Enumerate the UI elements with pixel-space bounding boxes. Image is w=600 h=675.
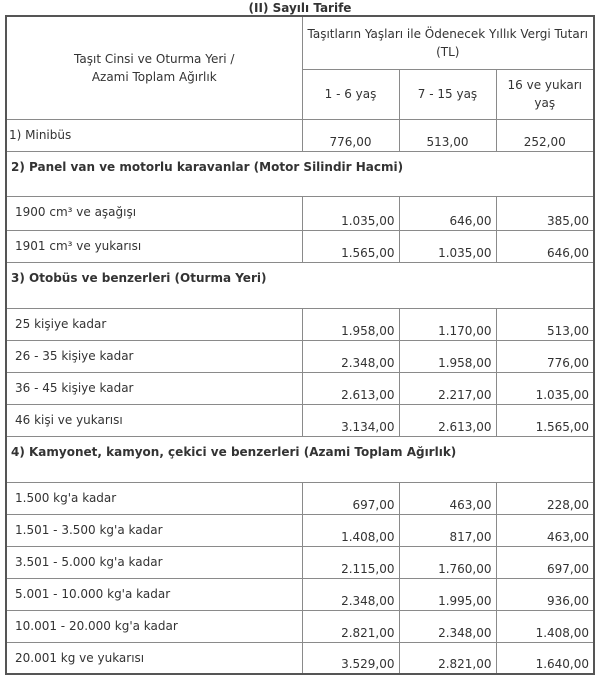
cell-value: 1.035,00: [496, 372, 594, 404]
cell-value: 646,00: [496, 230, 594, 262]
cell-value: 3.529,00: [302, 642, 399, 674]
cell-value: 3.134,00: [302, 404, 399, 436]
row-label: 1.501 - 3.500 kg'a kadar: [6, 514, 302, 546]
cell-value: 2.821,00: [302, 610, 399, 642]
section-title: 2) Panel van ve motorlu karavanlar (Motor Silindir Hacmi): [6, 151, 594, 196]
cell-value: 1.958,00: [399, 340, 496, 372]
cell-value: 1.565,00: [496, 404, 594, 436]
cell-value: 2.348,00: [302, 578, 399, 610]
cell-value: 463,00: [399, 482, 496, 514]
tax-amount-header-line1: Taşıtların Yaşları ile Ödenecek Yıllık Vergi Tutarı: [307, 26, 588, 41]
table-row: [6, 610, 594, 642]
cell-value: 1.035,00: [302, 196, 399, 230]
table-row: [6, 404, 594, 436]
vehicle-type-header-line1: Taşıt Cinsi ve Oturma Yeri /: [74, 51, 235, 66]
table-row: [6, 308, 594, 340]
row-label: 1) Minibüs: [6, 119, 302, 151]
table-row: [6, 578, 594, 610]
row-label: 5.001 - 10.000 kg'a kadar: [6, 578, 302, 610]
cell-value: 776,00: [302, 119, 399, 151]
row-label: 1.500 kg'a kadar: [6, 482, 302, 514]
cell-value: 776,00: [496, 340, 594, 372]
cell-value: 1.408,00: [302, 514, 399, 546]
cell-value: 697,00: [302, 482, 399, 514]
age-header-3: 16 ve yukarı yaş: [496, 69, 594, 119]
vehicle-type-header-line2: Azami Toplam Ağırlık: [91, 69, 217, 84]
tax-amount-header-line2: (TL): [436, 44, 460, 59]
cell-value: 385,00: [496, 196, 594, 230]
section-title: 3) Otobüs ve benzerleri (Oturma Yeri): [6, 262, 594, 308]
page-title: (II) Sayılı Tarife: [248, 1, 352, 15]
cell-value: 2.115,00: [302, 546, 399, 578]
cell-value: 2.613,00: [399, 404, 496, 436]
cell-value: 2.348,00: [399, 610, 496, 642]
cell-value: 1.408,00: [496, 610, 594, 642]
cell-value: 1.035,00: [399, 230, 496, 262]
cell-value: 1.640,00: [496, 642, 594, 674]
cell-value: 936,00: [496, 578, 594, 610]
tax-amount-header: [302, 16, 594, 69]
table-row: [6, 546, 594, 578]
table-row: [6, 340, 594, 372]
cell-value: 2.821,00: [399, 642, 496, 674]
cell-value: 1.170,00: [399, 308, 496, 340]
table-row: [6, 372, 594, 404]
cell-value: 2.348,00: [302, 340, 399, 372]
cell-value: 2.217,00: [399, 372, 496, 404]
section-title: 4) Kamyonet, kamyon, çekici ve benzerleri (Azami Toplam Ağırlık): [6, 436, 594, 482]
cell-value: 1.760,00: [399, 546, 496, 578]
table-row: [6, 642, 594, 674]
row-label: 20.001 kg ve yukarısı: [6, 642, 302, 674]
cell-value: 1.995,00: [399, 578, 496, 610]
row-label: 1900 cm³ ve aşağışı: [6, 196, 302, 230]
age-header-1: 1 - 6 yaş: [302, 69, 399, 119]
row-label: 26 - 35 kişiye kadar: [6, 340, 302, 372]
table-row-minibus: [6, 119, 594, 151]
section-header-row: [6, 436, 594, 482]
row-label: 1901 cm³ ve yukarısı: [6, 230, 302, 262]
table-row: [6, 482, 594, 514]
cell-value: 1.565,00: [302, 230, 399, 262]
cell-value: 463,00: [496, 514, 594, 546]
cell-value: 2.613,00: [302, 372, 399, 404]
row-label: 25 kişiye kadar: [6, 308, 302, 340]
row-label: 3.501 - 5.000 kg'a kadar: [6, 546, 302, 578]
age-header-2: 7 - 15 yaş: [399, 69, 496, 119]
tariff-table: [5, 15, 595, 675]
vehicle-type-header: [6, 16, 302, 119]
row-label: 36 - 45 kişiye kadar: [6, 372, 302, 404]
cell-value: 697,00: [496, 546, 594, 578]
cell-value: 646,00: [399, 196, 496, 230]
row-label: 10.001 - 20.000 kg'a kadar: [6, 610, 302, 642]
row-label: 46 kişi ve yukarısı: [6, 404, 302, 436]
cell-value: 252,00: [496, 119, 594, 151]
cell-value: 228,00: [496, 482, 594, 514]
cell-value: 513,00: [399, 119, 496, 151]
section-header-row: [6, 151, 594, 196]
cell-value: 513,00: [496, 308, 594, 340]
table-row: [6, 514, 594, 546]
cell-value: 1.958,00: [302, 308, 399, 340]
section-header-row: [6, 262, 594, 308]
table-row: [6, 196, 594, 230]
table-row: [6, 230, 594, 262]
cell-value: 817,00: [399, 514, 496, 546]
